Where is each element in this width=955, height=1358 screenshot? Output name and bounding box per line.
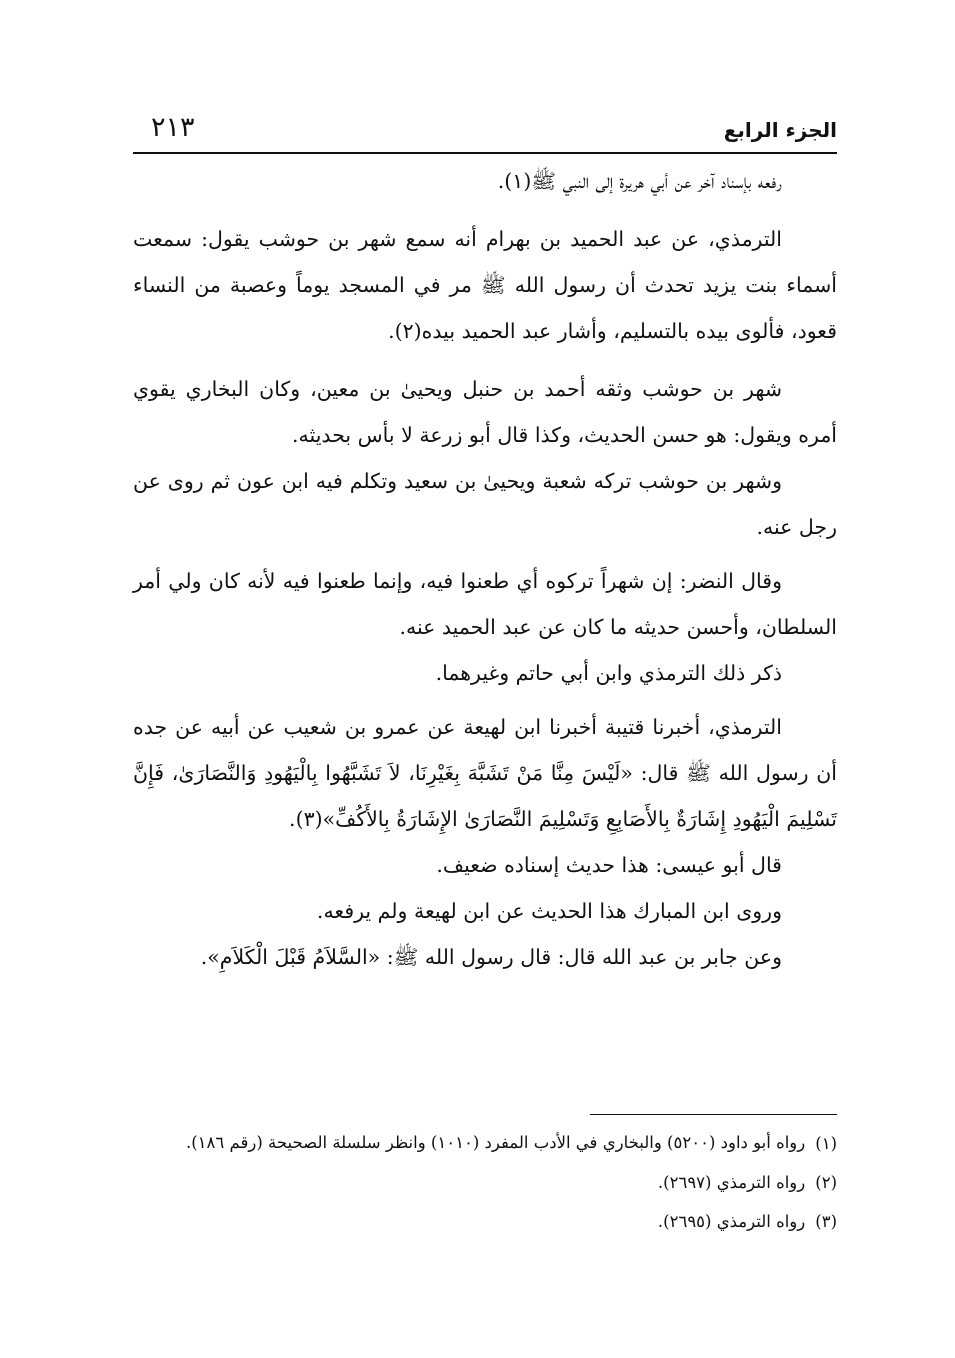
footnote-marker: (١) [815, 1134, 837, 1153]
paragraph: وشهر بن حوشب تركه شعبة ويحيىٰ بن سعيد وتكلم فيه ابن عون ثم روى عن رجل عنه. [133, 469, 837, 539]
page-header [133, 112, 837, 152]
body-text [133, 158, 837, 980]
footnote [133, 1163, 837, 1202]
paragraph: قال أبو عيسى: هذا حديث إسناده ضعيف. [436, 853, 782, 877]
running-title: الجزء الرابع [723, 118, 837, 142]
paragraph: وروى ابن المبارك هذا الحديث عن ابن لهيعة ولم يرفعه. [316, 899, 782, 923]
paragraph: وعن جابر بن عبد الله قال: قال رسول الله ﷺ: «السَّلاَمُ قَبْلَ الْكَلاَمِ». [200, 945, 782, 969]
footnote-text: رواه الترمذي (٢٦٩٧). [657, 1173, 806, 1192]
footnote-text: رواه أبو داود (٥٢٠٠) والبخاري في الأدب المفرد (١٠١٠) وانظر سلسلة الصحيحة (رقم ١٨٦). [185, 1133, 806, 1152]
paragraph: وقال النضر: إن شهراً تركوه أي طعنوا فيه، وإنما طعنوا فيه لأنه كان ولي أمر السلطان، وأحسن حديثه ما كان عن عبد الحميد عنه. [133, 569, 837, 639]
paragraph: شهر بن حوشب وثقه أحمد بن حنبل ويحيىٰ بن معين، وكان البخاري يقوي أمره ويقول: هو حسن الحديث، وكذا قال أبو زرعة لا بأس بحديثه. [133, 377, 837, 447]
paragraph: رفعه بإسناد آخر عن أبي هريرة إلى النبي ﷺ(١). [497, 169, 782, 193]
page-number: ٢١٣ [151, 112, 195, 143]
footnote-rule [590, 1114, 837, 1115]
header-rule [133, 152, 837, 154]
footnote-marker: (٢) [815, 1173, 837, 1192]
footnote [133, 1202, 837, 1241]
paragraph: ذكر ذلك الترمذي وابن أبي حاتم وغيرهما. [435, 661, 782, 685]
footnotes [133, 1124, 837, 1241]
paragraph: الترمذي، عن عبد الحميد بن بهرام أنه سمع شهر بن حوشب يقول: سمعت أسماء بنت يزيد تحدث أن رسول الله ﷺ مر في المسجد يوماً وعصبة من النساء قعود، فألوى بيده بالتسليم، وأشار عبد الحميد بيده(٢). [133, 227, 837, 343]
paragraph: الترمذي، أخبرنا قتيبة أخبرنا ابن لهيعة عن عمرو بن شعيب عن أبيه عن جده أن رسول الله ﷺ قال: «لَيْسَ مِنَّا مَنْ تَشَبَّهَ بِغَيْرِنَا، لاَ تَشَبَّهُوا بِالْيَهُودِ وَالنَّصَارَىٰ، فَإِنَّ تَسْلِيمَ الْيَهُودِ إِشَارَةٌ بِالأَصَابِعِ وَتَسْلِيمَ النَّصَارَىٰ الإِشَارَةُ بِالأَكُفِّ»(٣). [133, 715, 837, 831]
footnote-marker: (٣) [815, 1212, 837, 1231]
footnote [133, 1124, 837, 1163]
footnote-text: رواه الترمذي (٢٦٩٥). [657, 1212, 806, 1231]
